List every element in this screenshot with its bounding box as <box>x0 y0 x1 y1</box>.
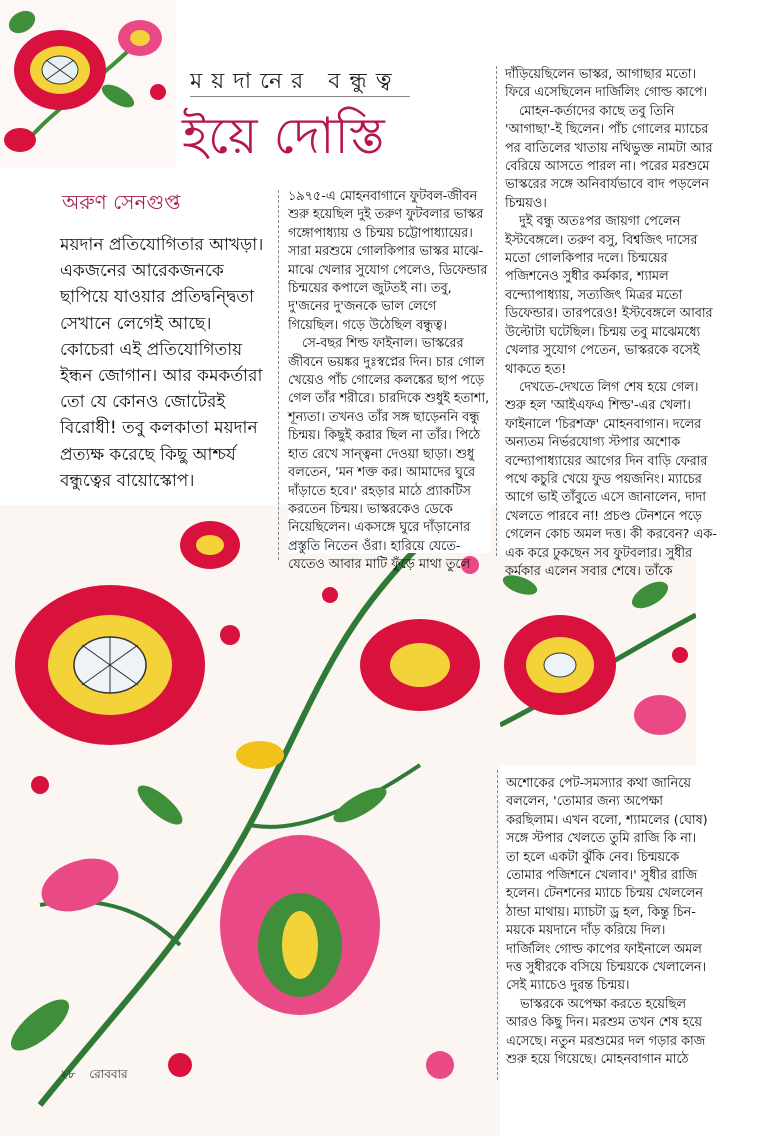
paragraph: ভাস্করকে অপেক্ষা করতে হয়েছিল আরও কিছু দিন। মরশুম তখন শেষ হয়ে এসেছে। নতুন মরশুমের দল গড়ার কাজ শুরু হয়ে গিয়েছে। মোহনবাগান মাঠে <box>506 996 706 1068</box>
article-column-3 <box>506 775 712 1075</box>
floral-illustration-right <box>500 555 696 765</box>
author-byline: অরুণ সেনগুপ্ত <box>62 190 181 214</box>
floral-illustration-large <box>0 505 500 1136</box>
page-number: ২৮ <box>60 1067 76 1081</box>
paragraph: ১৯৭৫-এ মোহনবাগানে ফুটবল-জীবন শুরু হয়েছিল দুই তরুণ ফুটবলার ভাস্কর গঙ্গোপাধ্যায় ও চিন্ময় চট্টোপাধ্যায়ের। সারা মরশুমে গোলকিপার ভাস্কর মাঝে-মাঝে খেলার সুযোগ পেলেও, ডিফেন্ডার চিন্ময়ের কপালে জুটতই না। তবু, দু'জনের দু'জনকে ভাল লেগে গিয়েছিল। গড়ে উঠেছিল বন্ধুত্ব। <box>288 189 488 333</box>
paragraph: মোহন-কর্তাদের কাছে তবু তিনি 'আগাছা'-ই ছিলেন। পাঁচ গোলের ম্যাচের পর বাতিলের খাতায় নথিভুক্ত নামটা আর বেরিয়ে আসতে পারল না। পরের মরশুমে ভাস্করের সঙ্গে অনিবার্যভাবে বাদ পড়লেন চিন্ময়ও। <box>505 103 713 211</box>
magazine-name: রোববার <box>89 1067 128 1081</box>
article-intro: ময়দান প্রতিযোগিতার আখড়া। একজনের আরেকজনকে ছাপিয়ে যাওয়ার প্রতিদ্বন্দ্বিতা সেখানে লেগেই আছে। কোচেরা এই প্রতিযোগিতায় ইন্ধন জোগান। আর কমকর্তারা তো যে কোনও জোটেরই বিরোধী! তবু কলকাতা ময়দান প্রত্যক্ষ করেছে কিছু আশ্চর্য বন্ধুত্বের বায়োস্কোপ। <box>60 235 264 491</box>
article-column-1 <box>288 188 490 573</box>
paragraph: অশোকের পেট-সমস্যার কথা জানিয়ে বললেন, 'তোমার জন্য অপেক্ষা করছিলাম। এখন বলো, শ্যামলের (ঘোষ) সঙ্গে স্টপার খেলতে তুমি রাজি কি না। তা হলে একটা ঝুঁকি নেব। চিন্ময়কে তোমার পজিশনে খেলাব।' সুধীর রাজি হলেন। টেনশনের ম্যাচে চিন্ময় খেললেন ঠান্ডা মাথায়। ম্যাচটা ড্র হল, কিন্তু চিন-ময়কে ময়দানে দাঁড় করিয়ে দিল। দার্জিলিং গোল্ড কাপের ফাইনালে অমল দত্ত সুধীরকে বসিয়ে চিন্ময়কে খেলালেন। সেই ম্যাচেও দুরন্ত চিন্ময়। <box>506 776 708 994</box>
column-divider <box>278 190 279 560</box>
floral-corner-top-left <box>0 0 176 168</box>
article-kicker: ময়দানের বন্ধুত্ব <box>190 69 401 94</box>
kicker-divider <box>190 96 410 97</box>
paragraph: দুই বন্ধু অতঃপর জায়গা পেলেন ইস্টবেঙ্গলে। তরুণ বসু, বিশ্বজিৎ দাসের মতো গোলকিপার দলে। চিন্ময়ের পজিশনেও সুধীর কর্মকার, শ্যামল বন্দ্যোপাধ্যায়, সত্যজিৎ মিত্রর মতো ডিফেন্ডার। তারপরেও! ইস্টবেঙ্গলে আবার উল্টোটা ঘটেছিল। চিন্ময় তবু মাঝেমধ্যে খেলার সুযোগ পেতেন, ভাস্করকে বসেই থাকতে হত! <box>505 214 713 377</box>
paragraph: সে-বছর শিল্ড ফাইনাল। ভাস্করের জীবনে ভয়ঙ্কর দুঃস্বপ্নের দিন। চার গোল খেয়েও পাঁচ গোলের কলঙ্কের ছাপ পড়ে গেল তাঁর শরীরে। চারদিকে শুধুই হতাশা, শূন্যতা। তখনও তাঁর সঙ্গ ছাড়েননি বন্ধু চিন্ময়। কিছুই করার ছিল না তাঁর। পিঠে হাত রেখে সান্ত্বনা দেওয়া ছাড়া। শুধু বলতেন, 'মন শক্ত কর। আমাদের ঘুরে দাঁড়াতে হবে।' রহড়ার মাঠে প্র্যাকটিস করতেন চিন্ময়। ভাস্করকেও ডেকে নিয়েছিলেন। একসঙ্গে ঘুরে দাঁড়ানোর প্রস্তুতি নিতেন ওঁরা। হারিয়ে যেতে-যেতেও আবার মাটি ফুঁড়ে মাথা তুলে <box>288 336 490 573</box>
article-column-2 <box>505 66 720 579</box>
article-headline: ইয়ে দোস্তি <box>182 107 385 165</box>
paragraph: দাঁড়িয়েছিলেন ভাস্কর, আগাছার মতো। ফিরে এসেছিলেন দার্জিলিং গোল্ড কাপে। <box>505 67 708 101</box>
column-divider <box>496 66 497 556</box>
page-folio <box>60 1066 128 1086</box>
column-divider <box>497 770 498 1080</box>
paragraph: দেখতে-দেখতে লিগ শেষ হয়ে গেল। শুরু হল 'আইএফএ শিল্ড'-এর খেলা। ফাইনালে 'চিরশত্রু' মোহনবাগান। দলের অন্যতম নির্ভরযোগ্য স্টপার অশোক বন্দ্যোপাধ্যায়ের আগের দিন বাড়ি ফেরার পথে কচুরি খেয়ে ফুড পয়জনিং। ম্যাচের আগে ভাই তাঁবুতে এসে জানালেন, দাদা খেলতে পারবে না! প্রচণ্ড টেনশনে পড়ে গেলেন কোচ অমল দত্ত। কী করবেন? এক-এক করে ঢুকছেন সব ফুটবলার। সুধীর কর্মকার এলেন সবার শেষে। তাঁকে <box>505 379 717 579</box>
